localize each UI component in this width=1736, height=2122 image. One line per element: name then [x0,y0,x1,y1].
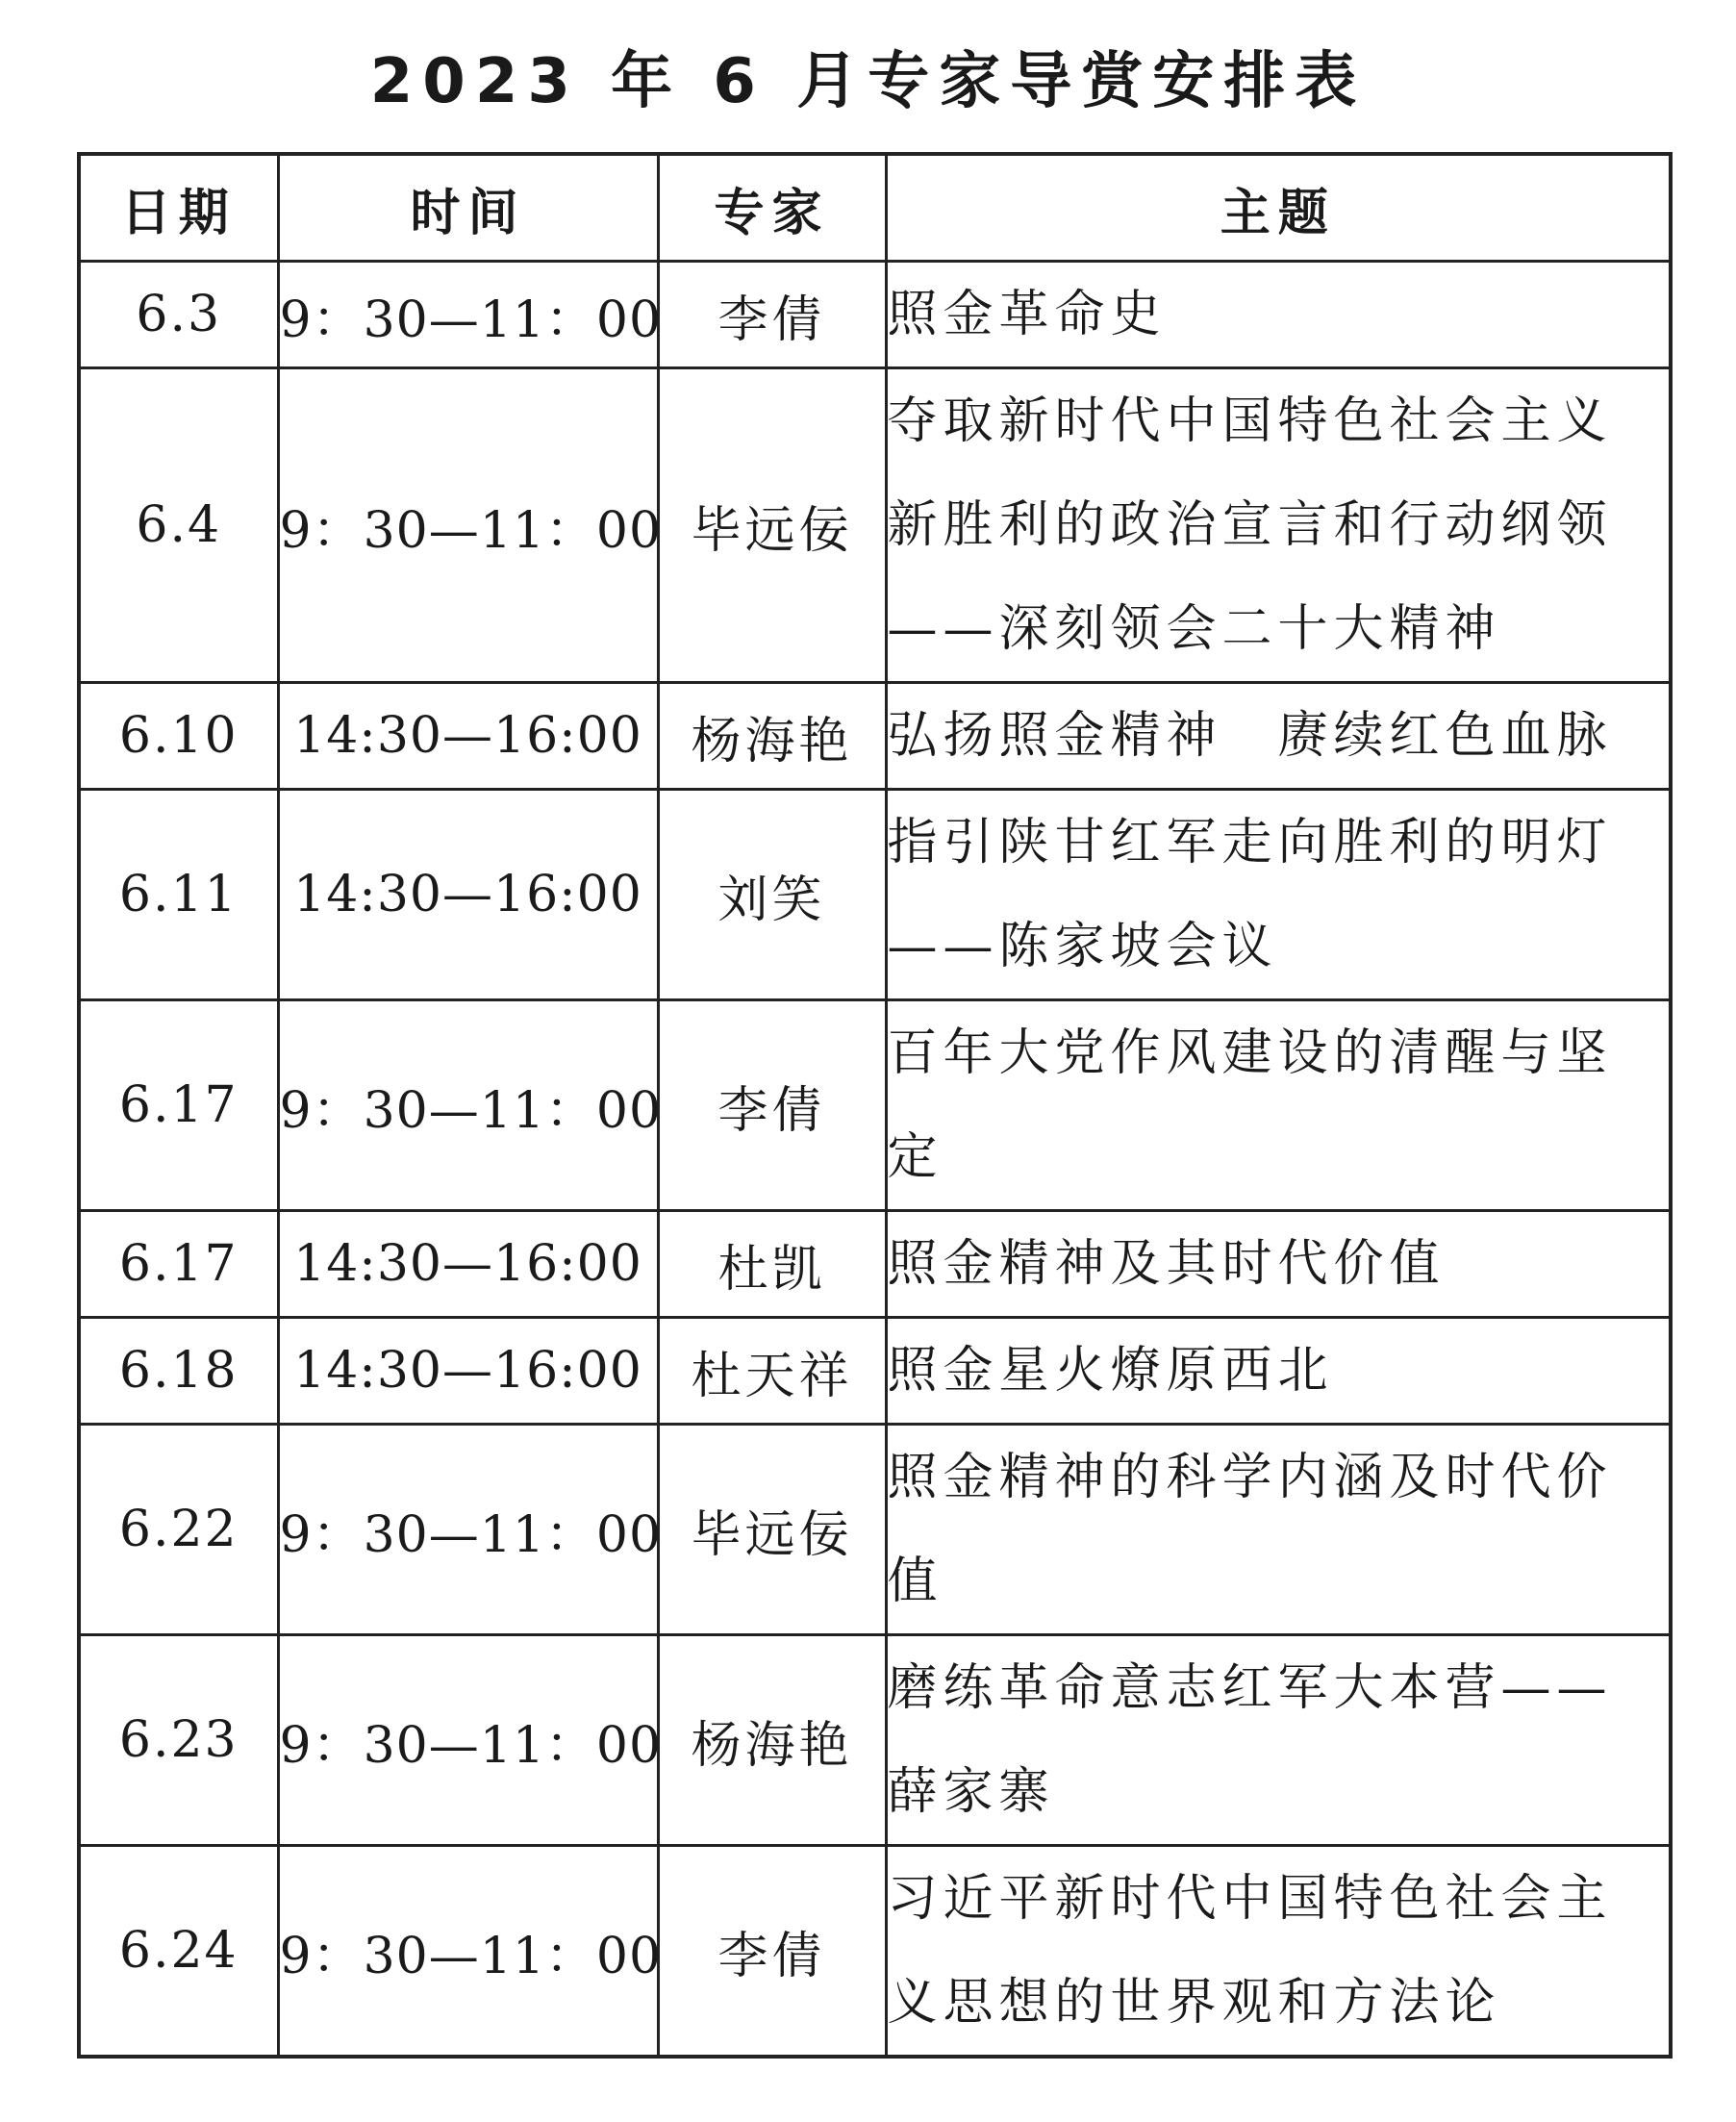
topic-line: ——陈家坡会议 [887,918,1278,975]
table-row [79,368,1671,683]
header-date: 日期 [79,154,278,262]
cell-time: 9：30—11：00 [278,1425,658,1635]
table-row [79,1635,1671,1846]
header-expert: 专家 [658,154,886,262]
topic-line: 磨练革命意志红军大本营—— [887,1659,1613,1717]
header-topic: 主题 [886,154,1671,262]
topic-line: 照金星火燎原西北 [887,1342,1334,1400]
table-row [79,1000,1671,1211]
topic-line: 值 [887,1553,943,1610]
cell-topic [886,262,1671,368]
cell-topic [886,368,1671,683]
document-title: 2023 年 6 月专家导赏安排表 [369,46,1367,117]
topic-line: 照金精神的科学内涵及时代价 [887,1449,1613,1506]
cell-time: 9：30—11：00 [278,1846,658,2058]
cell-date: 6.10 [79,683,278,790]
topic-line: 夺取新时代中国特色社会主义 [887,392,1613,450]
cell-expert: 毕远佞 [658,368,886,683]
table-row [79,1211,1671,1318]
topic-line: 定 [887,1128,943,1186]
cell-topic [886,1635,1671,1846]
cell-expert: 李倩 [658,1846,886,2058]
cell-date: 6.3 [79,262,278,368]
cell-date: 6.24 [79,1846,278,2058]
cell-time: 9：30—11：00 [278,1635,658,1846]
header-time: 时间 [278,154,658,262]
cell-expert: 李倩 [658,1000,886,1211]
table-row [79,1425,1671,1635]
cell-time: 9：30—11：00 [278,1000,658,1211]
cell-expert: 毕远佞 [658,1425,886,1635]
table-row [79,683,1671,790]
topic-line: 弘扬照金精神 赓续红色血脉 [887,707,1613,765]
cell-topic [886,1000,1671,1211]
topic-line: ——深刻领会二十大精神 [887,600,1501,658]
topic-line: 新胜利的政治宣言和行动纲领 [887,496,1613,554]
topic-line: 指引陕甘红军走向胜利的明灯 [887,814,1613,872]
cell-expert: 杜天祥 [658,1318,886,1425]
topic-line: 照金革命史 [887,286,1167,343]
cell-date: 6.17 [79,1000,278,1211]
cell-topic [886,683,1671,790]
cell-time: 14:30—16:00 [278,790,658,1000]
cell-date: 6.11 [79,790,278,1000]
cell-expert: 刘笑 [658,790,886,1000]
cell-topic [886,1425,1671,1635]
cell-time: 14:30—16:00 [278,683,658,790]
topic-line: 照金精神及其时代价值 [887,1235,1446,1293]
cell-date: 6.17 [79,1211,278,1318]
table-row [79,1846,1671,2058]
cell-date: 6.18 [79,1318,278,1425]
topic-line: 义思想的世界观和方法论 [887,1974,1501,2032]
topic-line: 薛家寨 [887,1763,1055,1821]
table-row [79,1318,1671,1425]
cell-expert: 杨海艳 [658,1635,886,1846]
cell-time: 14:30—16:00 [278,1211,658,1318]
cell-topic [886,790,1671,1000]
cell-date: 6.22 [79,1425,278,1635]
cell-expert: 杜凯 [658,1211,886,1318]
cell-topic [886,1846,1671,2058]
topic-line: 习近平新时代中国特色社会主 [887,1870,1613,1928]
cell-time: 9：30—11：00 [278,262,658,368]
cell-date: 6.23 [79,1635,278,1846]
header-row [79,154,1671,262]
cell-topic [886,1318,1671,1425]
schedule-body [79,262,1671,2058]
cell-time: 9：30—11：00 [278,368,658,683]
cell-date: 6.4 [79,368,278,683]
schedule-table [77,152,1673,2059]
cell-expert: 李倩 [658,262,886,368]
cell-topic [886,1211,1671,1318]
table-row [79,262,1671,368]
table-row [79,790,1671,1000]
cell-time: 14:30—16:00 [278,1318,658,1425]
topic-line: 百年大党作风建设的清醒与坚 [887,1024,1613,1082]
cell-expert: 杨海艳 [658,683,886,790]
